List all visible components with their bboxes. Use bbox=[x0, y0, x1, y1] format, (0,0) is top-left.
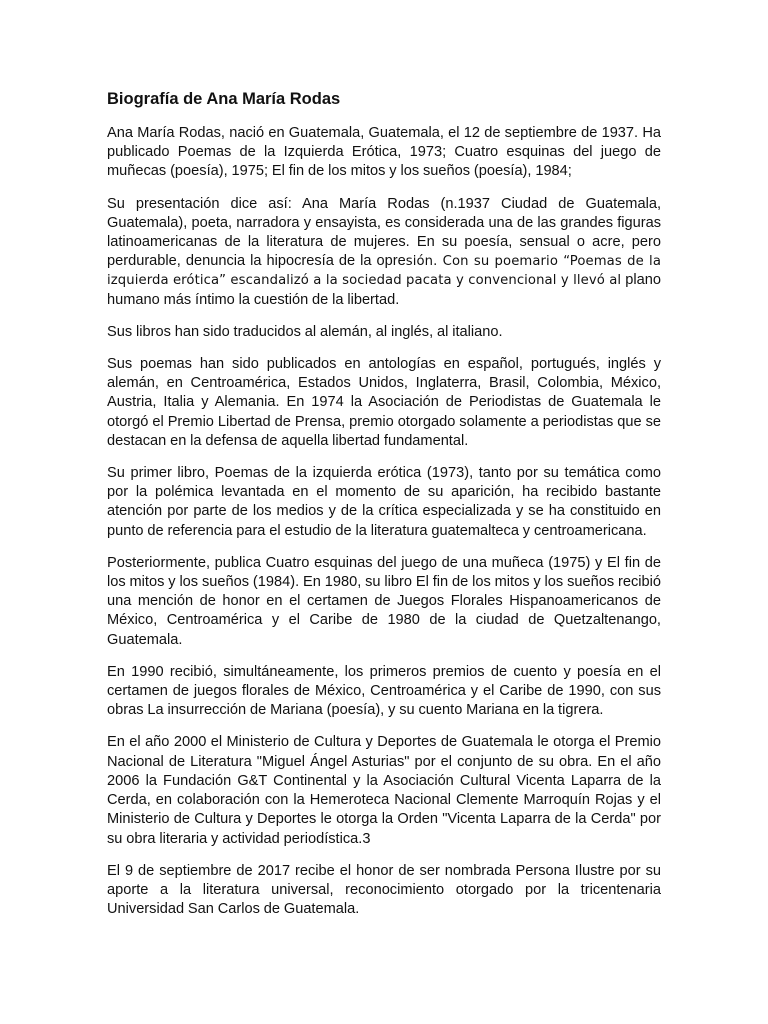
paragraph-2-part-3: plano humano más íntimo la cuestión de la libertad. bbox=[107, 272, 661, 308]
paragraph-8: En el año 2000 el Ministerio de Cultura y Deportes de Guatemala le otorga el Premio Nacional de Literatura "Miguel Ángel Asturias" por el conjunto de su obra. En el año 2006 la Fundación G&T Continental y la Asociación Cultural Vicenta Laparra de la Cerda, en colaboración con la Hemeroteca Nacional Clemente Marroquín Rojas y el Ministerio de Cultura y Deportes le otorga la Orden "Vicenta Laparra de la Cerda" por su obra literaria y actividad periodística.3 bbox=[107, 734, 661, 847]
paragraph-2 bbox=[107, 195, 661, 310]
paragraph-1: Ana María Rodas, nació en Guatemala, Guatemala, el 12 de septiembre de 1937. Ha publicado Poemas de la Izquierda Erótica, 1973; Cuatro esquinas del juego de muñecas (poesía), 1975; El fin de los mitos y los sueños (poesía), 1984; bbox=[107, 125, 661, 180]
paragraph-2-part-1: Su presentación dice así: Ana María Rodas (n.1937 Ciudad de Guatemala, Guatemala), poeta, narradora y ensayista, es considerada una de las grandes figuras latinoamericanas de la literatura de mujeres. En su poesía, sensual o acre, pero perdurable, denuncia la hipocresía de la opre bbox=[107, 195, 661, 270]
paragraph-5: Su primer libro, Poemas de la izquierda erótica (1973), tanto por su temática como por la polémica levantada en el momento de su aparición, ha recibido bastante atención por parte de los medios y de la crítica especializada y se ha constituido en punto de referencia para el estudio de la literatura guatemalteca y centroamericana. bbox=[107, 465, 661, 539]
paragraph-3: Sus libros han sido traducidos al alemán, al inglés, al italiano. bbox=[107, 323, 503, 340]
document-page bbox=[107, 88, 661, 932]
paragraph-7: En 1990 recibió, simultáneamente, los primeros premios de cuento y poesía en el certamen de juegos florales de México, Centroamérica y el Caribe de 1990, con sus obras La insurrección de Mariana (poesía), y su cuento Mariana en la tigrera. bbox=[107, 663, 661, 719]
paragraph-2-part-2: sión. Con su poemario “Poemas de la izquierda erótica” escandalizó a la sociedad pacata y convencional y llevó al bbox=[107, 254, 662, 289]
paragraph-4: Sus poemas han sido publicados en antologías en español, portugués, inglés y alemán, en Centroamérica, Estados Unidos, Inglaterra, Brasil, Colombia, México, Austria, Italia y Alemania. En 1974 la Asociación de Periodistas de Guatemala le otorgó el Premio Libertad de Prensa, premio otorgado solamente a periodistas que se destacan en la defensa de aquella libertad fundamental. bbox=[107, 356, 661, 449]
paragraph-6: Posteriormente, publica Cuatro esquinas del juego de una muñeca (1975) y El fin de los mitos y los sueños (1984). En 1980, su libro El fin de los mitos y los sueños recibió una mención de honor en el certamen de Juegos Florales Hispanoamericanos de México, Centroamérica y el Caribe de 1980 de la ciudad de Quetzaltenango, Guatemala. bbox=[107, 554, 661, 648]
paragraph-9: El 9 de septiembre de 2017 recibe el honor de ser nombrada Persona Ilustre por su aporte a la literatura universal, reconocimiento otorgado por la tricentenaria Universidad San Carlos de Guatemala. bbox=[107, 862, 661, 918]
document-title: Biografía de Ana María Rodas bbox=[107, 90, 341, 108]
